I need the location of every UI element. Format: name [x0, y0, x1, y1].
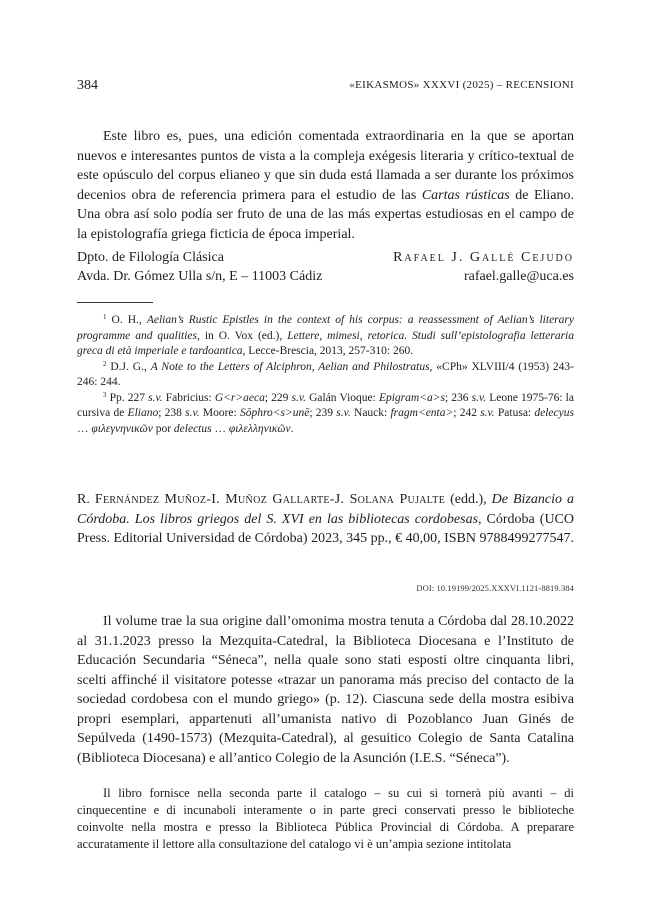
- footnote-3-segment: Moore:: [199, 407, 240, 419]
- footnote-3-segment: ; 236: [444, 391, 472, 404]
- footnote-3-segment: s.v.: [291, 391, 306, 404]
- footnote-3-segment: fragm<enta>: [390, 407, 454, 419]
- footnote-3-segment: ; 239: [309, 407, 337, 419]
- closing-paragraph: Este libro es, pues, una edición comentada extraordinaria en la que se aportan nuevos e interesantes puntos de vista a la compleja exégesis literaria y crítico-textual de este opúsculo del corpus elianeo y que sin duda está llamada a ser durante los próximos decenios obra de referencia primera para el estudio de las Cartas rústicas de Eliano. Una obra así solo podía ser fruto de una de las más expertas estudiosas en el campo de la epistolografía griega ficticia de época imperial.: [77, 129, 574, 242]
- review-editors: Fernández Muñoz-I. Muñoz Gallarte-J. Solana Pujalte: [94, 492, 446, 507]
- footnote-3-segment: Patusa:: [494, 407, 535, 419]
- footnote-3-segment: s.v.: [471, 391, 487, 404]
- footnote-3-segment: Leone 1975-76: la cursiva de: [77, 391, 574, 419]
- footnote-3-segment: delecyus: [534, 407, 574, 419]
- footnote-3-segment: Nauck:: [350, 407, 391, 419]
- footnote-3-segment: s.v.: [480, 407, 495, 419]
- footnote-3-segment: Sōphro<s>unē: [239, 407, 310, 419]
- footnote-3-segment: ; 229: [264, 391, 292, 404]
- footnote-3-segment: Eliano: [127, 407, 159, 419]
- footnote-3-segment: .: [290, 422, 294, 435]
- footnote-3-segment: G<r>aeca: [214, 391, 265, 404]
- footnote-3-segment: φιλελληνικῶν: [228, 422, 291, 435]
- footnote-3-segment: …: [77, 422, 92, 435]
- footnote-3-segment: Galán Vioque:: [305, 391, 379, 404]
- review-paragraph-2: Il libro fornisce nella seconda parte il catalogo – su cui si tornerà più avanti – di cinquecentine e di incunaboli interamente o in parte greci conservati presso le biblioteche coinvolte nella mostra e presso la Biblioteca Pública Provincial di Córdoba. A preparare accuratamente il lettore alla consultazione del catalogo vi è un’ampia sezione intitolata: [77, 786, 574, 851]
- footnotes: [77, 313, 574, 437]
- footnote-3-segment: …: [211, 422, 229, 435]
- footnote-3-segment: ; 238: [158, 407, 186, 419]
- footnote-3-segment: s.v.: [336, 407, 351, 419]
- review-publication-details: , Córdoba (UCO Press. Editorial Universidad de Córdoba) 2023, 345 pp., € 40,00, ISBN 9788499277547.: [77, 511, 574, 546]
- running-head: «EIKASMOS» XXXVI (2025) – RECENSIONI: [349, 79, 574, 91]
- review-book-title: De Bizancio a Córdoba. Los libros griegos del S. XVI en las bibliotecas cordobesas: [77, 492, 575, 527]
- footnote-separator: [77, 302, 153, 303]
- footnote-3-segment: Fabricius:: [162, 391, 215, 404]
- work-title-cartas: Cartas rústicas: [421, 187, 510, 203]
- footnote-3-segment: ; 242: [453, 407, 481, 419]
- page-header: [77, 78, 574, 94]
- affiliation-line-2: Avda. Dr. Gómez Ulla s/n, E – 11003 Cádiz: [77, 269, 323, 284]
- footnote-3-segment: delectus: [173, 422, 212, 435]
- footnote-3: $^3$ Pp. 227 s.v. Fabricius: G<r>aeca; 229 s.v. Galán Vioque: Epigram<a>s; 236 s.v. Leone 1975-76: la cursiva de Eliano; 238 s.v. Moore: Sōphro<s>unē; 239 s.v. Nauck: fragm<enta>; 242 s.v. Patusa: delecyus … φιλεγνηνικῶν por delectus … φιλελληνικῶν.: [77, 390, 574, 435]
- footnote-3-segment: φιλεγνηνικῶν: [91, 422, 153, 435]
- page-number: 384: [77, 78, 98, 93]
- reviewer-signature: [77, 248, 574, 286]
- review-doi: DOI: 10.19199/2025.XXXVI.1121-8819.384: [416, 583, 574, 593]
- footnote-3-segment: s.v.: [148, 391, 163, 404]
- reviewer-name: Rafael J. Gallé Cejudo: [393, 250, 574, 265]
- footnote-3-segment: s.v.: [185, 407, 200, 419]
- footnote-3-segment: Epigram<a>s: [378, 391, 445, 404]
- footnote-3-segment: Pp. 227: [106, 391, 149, 404]
- reviewer-email: rafael.galle@uca.es: [463, 269, 574, 284]
- review-paragraph-1: Il volume trae la sua origine dall’omonima mostra tenuta a Córdoba dal 28.10.2022 al 31.1.2023 presso la Mezquita-Catedral, la Biblioteca Diocesana e l’Instituto de Educación Secundaria “Séneca”, nella quale sono stati esposti oltre cinquanta libri, scelti affinché il visitatore potesse «trazar un panorama más preciso del contacto de la sociedad cordobesa con el mundo griego» (p. 12). Ciascuna sede della mostra esibiva propri esemplari, appartenuti all’umanista nativo di Pozoblanco Juan Ginés de Sepúlveda (1490-1573) (Mezquita-Catedral), al gesuitico Colegio de Santa Catalina (Biblioteca Diocesana) e all’antico Colegio de la Asunción (I.E.S. “Séneca”).: [77, 614, 574, 766]
- affiliation-line-1: Dpto. de Filología Clásica: [77, 250, 224, 265]
- review-bibliographic-entry: R. Fernández Muñoz-I. Muñoz Gallarte-J. Solana Pujalte (edd.), De Bizancio a Córdoba. Los libros griegos del S. XVI en las bibliotecas cordobesas, Córdoba (UCO Press. Editorial Universidad de Córdoba) 2023, 345 pp., € 40,00, ISBN 9788499277547.: [77, 492, 575, 546]
- footnote-1: $^1$ O. H., Aelian’s Rustic Epistles in the context of his corpus: a reassessment of Aelian’s literary programme and qualities, in O. Vox (ed.), Lettere, mimesi, retorica. Studi sull’epistolografia letteraria greca di età imperiale e tardoantica, Lecce-Brescia, 2013, 257-310: 260.: [77, 313, 574, 357]
- footnote-2: $^2$ D.J. G., A Note to the Letters of Alciphron, Aelian and Philostratus, «CPh» XLVIII/4 (1953) 243-246: 244.: [77, 359, 574, 388]
- footnote-3-segment: por: [152, 422, 174, 435]
